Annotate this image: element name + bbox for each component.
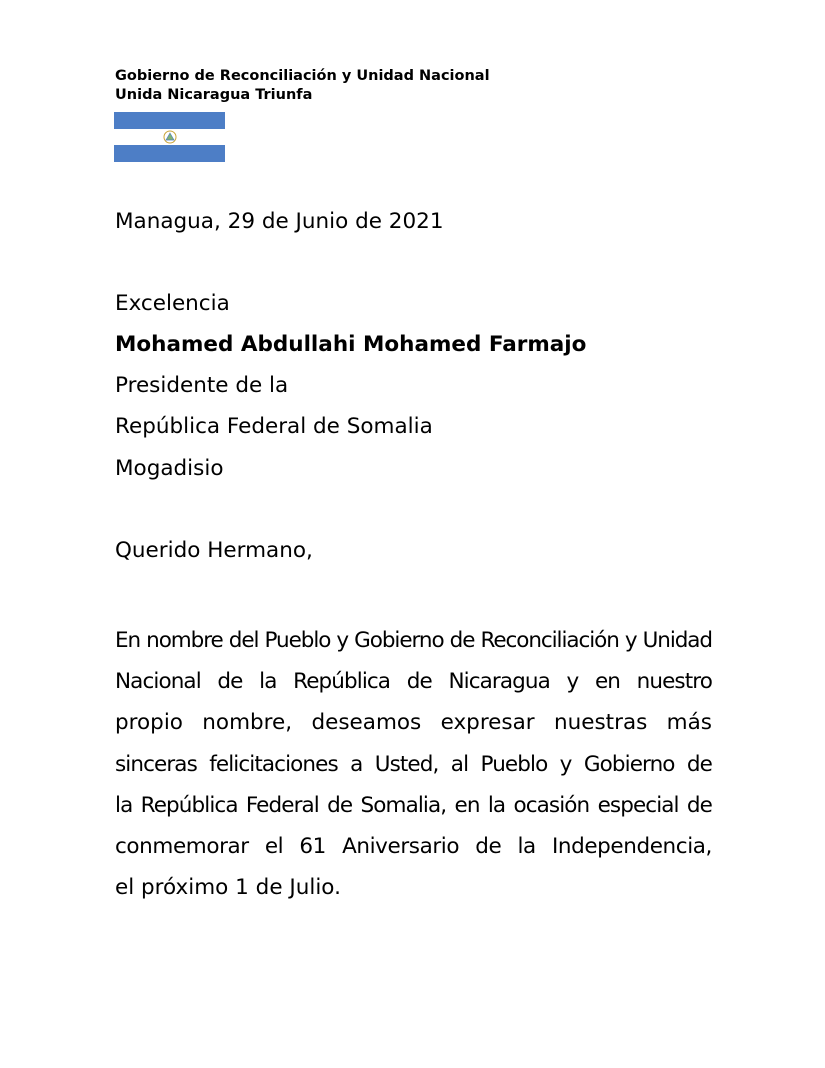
letterhead-motto: Unida Nicaragua Triunfa	[115, 87, 313, 103]
nicaragua-flag-icon	[114, 112, 225, 162]
flag-top-band	[114, 112, 225, 129]
recipient-role: Presidente de la	[115, 373, 289, 398]
flag-bottom-band	[114, 145, 225, 162]
body-line: propio nombre, deseamos expresar nuestras más	[115, 710, 712, 736]
salutation-title: Excelencia	[115, 291, 230, 316]
body-line: Nacional de la República de Nicaragua y en nuestro	[115, 669, 712, 695]
letter-greeting: Querido Hermano,	[115, 538, 313, 563]
letterhead	[115, 67, 490, 105]
letterhead-government: Gobierno de Reconciliación y Unidad Nacional	[115, 68, 490, 84]
letter-date: Managua, 29 de Junio de 2021	[115, 209, 444, 234]
body-line: conmemorar el 61 Aniversario de la Independencia,	[115, 833, 712, 859]
recipient-country: República Federal de Somalia	[115, 414, 433, 439]
coat-of-arms-icon	[162, 130, 178, 144]
body-line: el próximo 1 de Julio.	[115, 875, 341, 901]
letter-body	[115, 620, 712, 908]
recipient-name: Mohamed Abdullahi Mohamed Farmajo	[115, 332, 587, 357]
body-line: sinceras felicitaciones a Usted, al Pueblo y Gobierno de	[115, 751, 712, 777]
body-line: la República Federal de Somalia, en la ocasión especial de	[115, 792, 712, 818]
body-line: En nombre del Pueblo y Gobierno de Reconciliación y Unidad	[115, 628, 712, 653]
recipient-city: Mogadisio	[115, 456, 224, 481]
